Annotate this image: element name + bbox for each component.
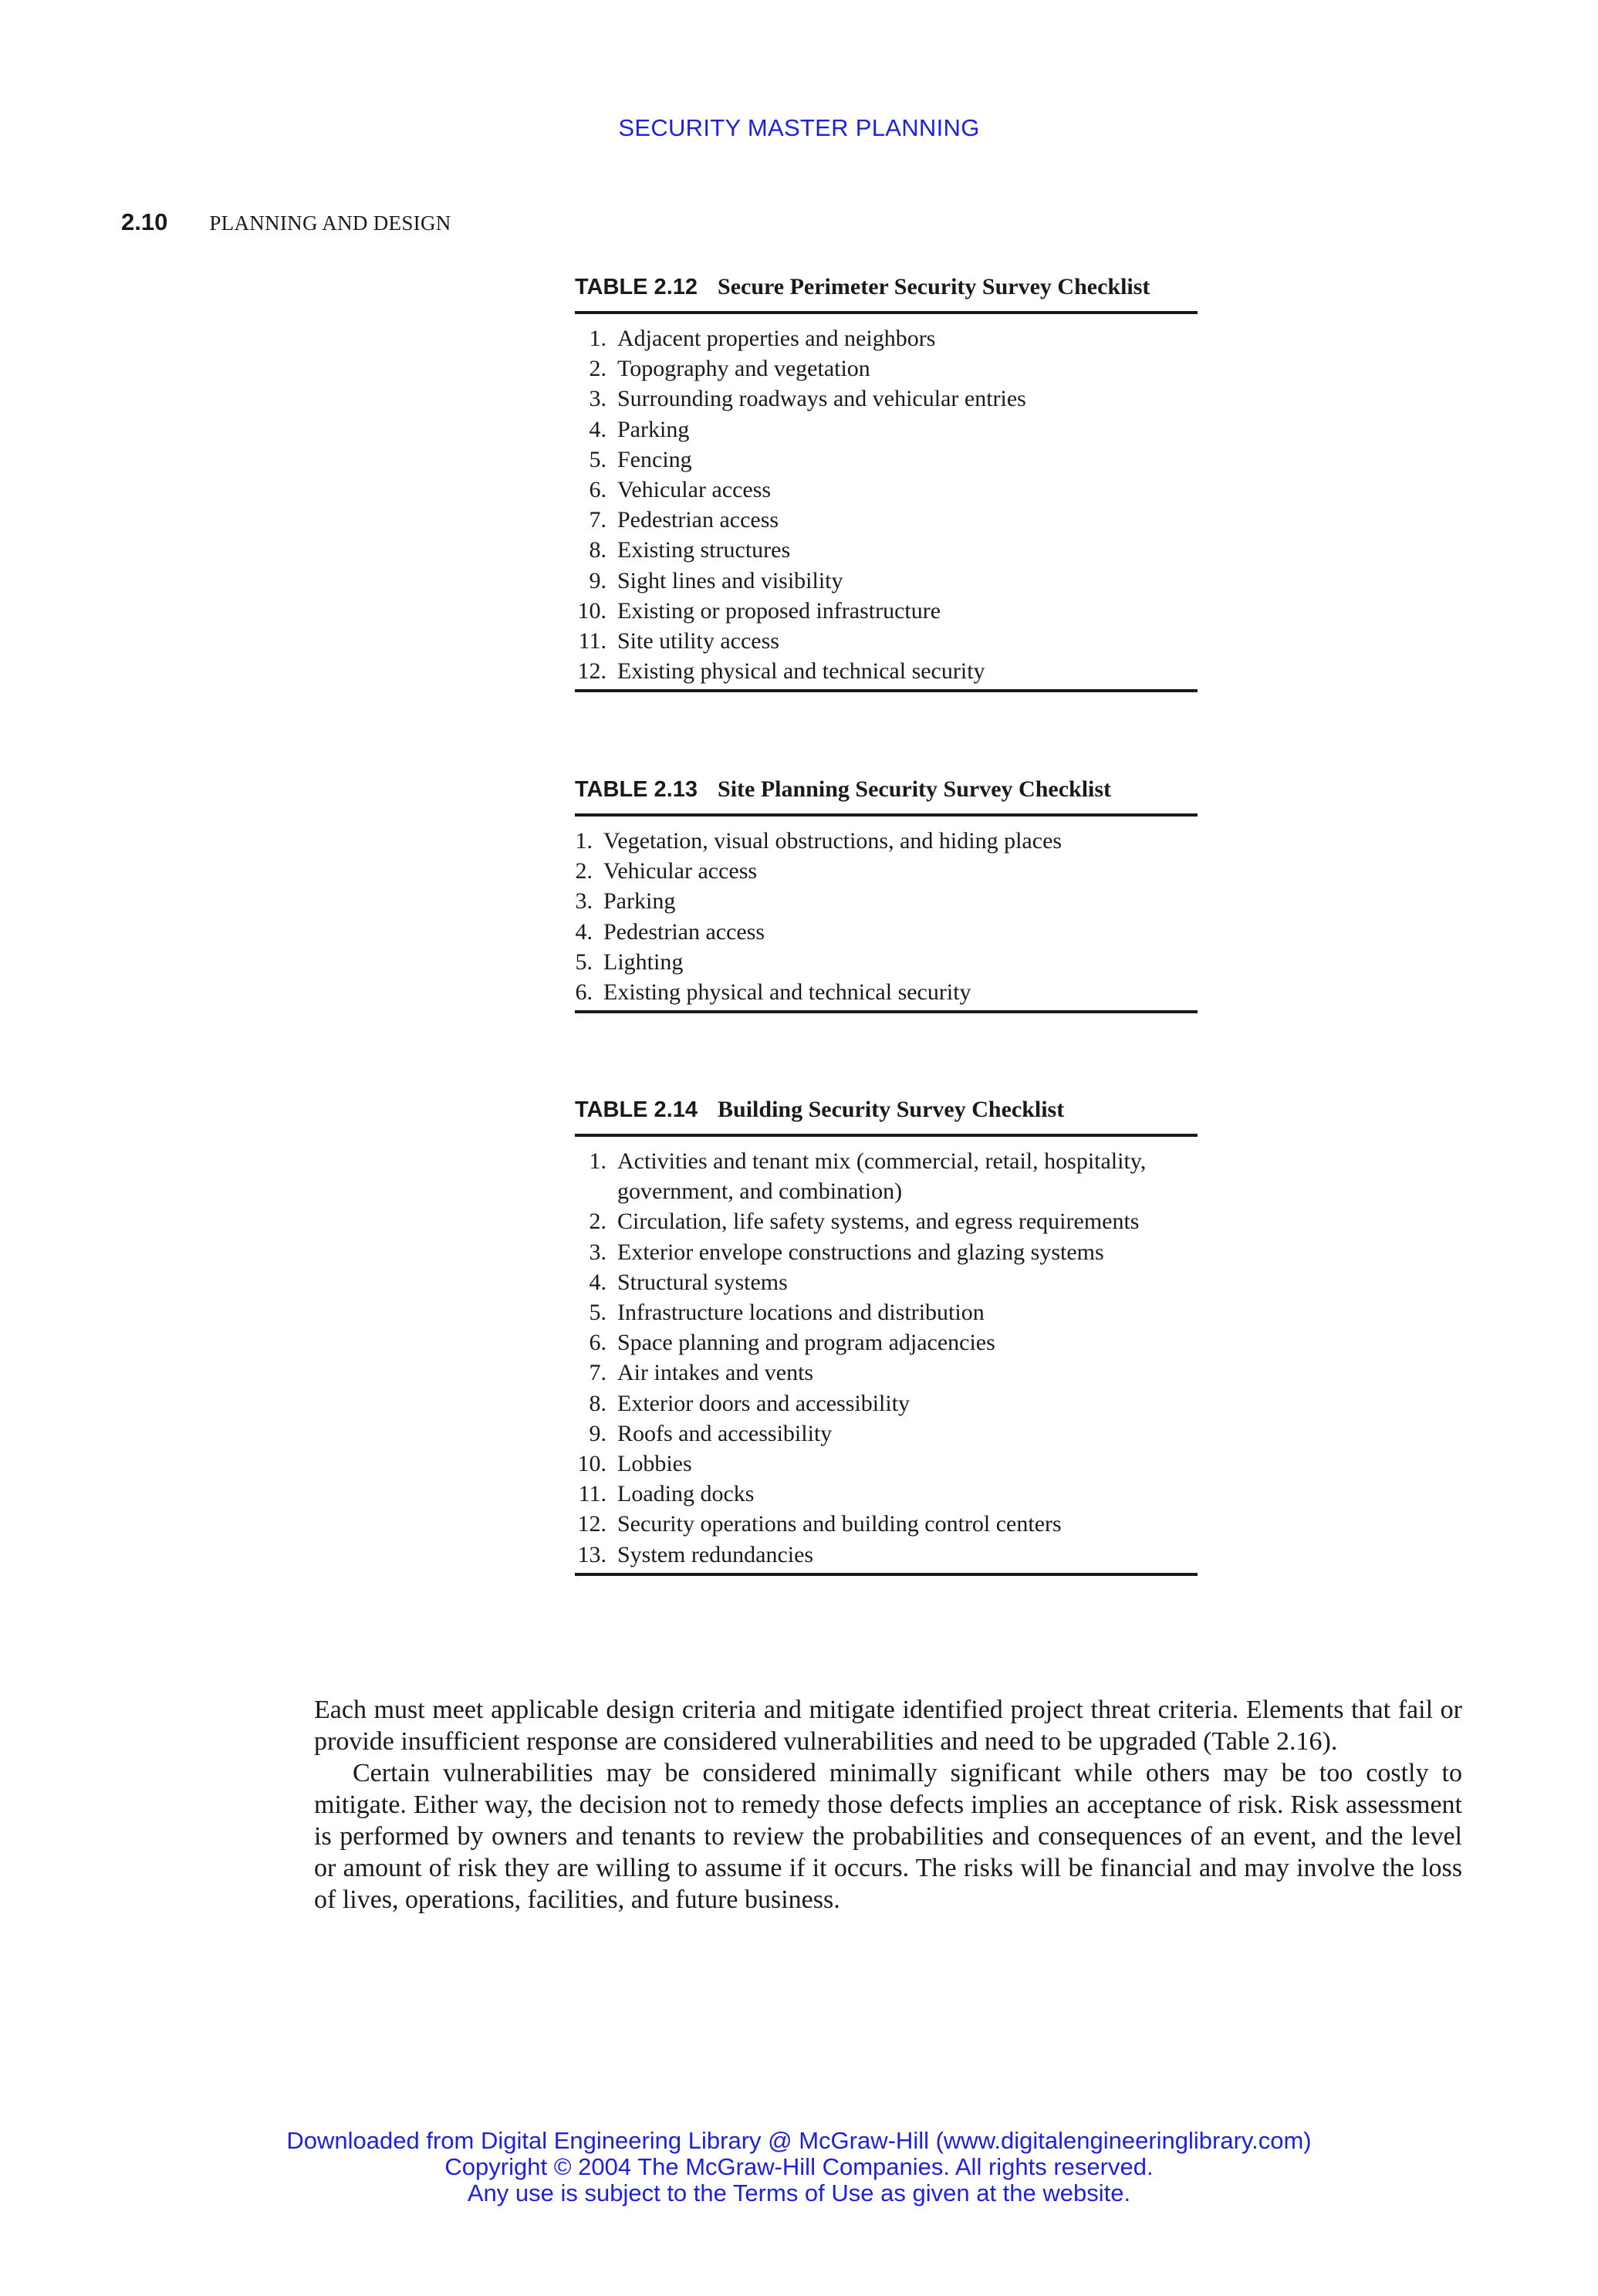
item-text: Site utility access (617, 628, 779, 654)
item-text: Parking (617, 416, 690, 442)
item-text: Topography and vegetation (617, 356, 870, 382)
table-2-12 (575, 274, 1198, 692)
list-item (575, 1419, 1198, 1449)
list-item (575, 1327, 1198, 1358)
table-label: TABLE 2.14 (575, 1097, 698, 1122)
list-item (575, 1509, 1198, 1539)
item-number: 7. (589, 507, 606, 533)
item-number: 1. (575, 828, 593, 854)
item-text: Air intakes and vents (617, 1360, 814, 1386)
item-text: Fencing (617, 446, 692, 472)
footer-copyright-line: Copyright © 2004 The McGraw-Hill Companies. All rights reserved. (444, 2153, 1154, 2180)
item-number: 1. (589, 1148, 606, 1174)
table-title: Secure Perimeter Security Survey Checklist (718, 274, 1150, 299)
checklist (575, 817, 1198, 1010)
list-item (575, 414, 1198, 445)
table-caption (575, 1097, 1198, 1134)
list-item (575, 1388, 1198, 1419)
list-item (575, 353, 1198, 384)
list-item (575, 917, 1198, 947)
list-item (575, 947, 1198, 977)
item-text: Parking (603, 888, 676, 915)
list-item (575, 977, 1198, 1007)
item-text: Infrastructure locations and distribution (617, 1300, 985, 1326)
item-text: Existing structures (617, 537, 791, 563)
item-text: Vehicular access (603, 858, 758, 884)
item-text: Surrounding roadways and vehicular entries (617, 386, 1026, 412)
footer-download-line: Downloaded from Digital Engineering Library @ McGraw-Hill (www.digitalengineeringlibrary.com) (286, 2127, 1312, 2154)
item-number: 9. (589, 567, 606, 593)
checklist (575, 314, 1198, 689)
item-text: Sight lines and visibility (617, 567, 843, 593)
item-text: Existing or proposed infrastructure (617, 597, 941, 624)
list-item (575, 445, 1198, 475)
item-text: Existing physical and technical security (603, 979, 971, 1006)
item-text-continuation: government, and combination) (617, 1178, 903, 1205)
checklist (575, 1137, 1198, 1573)
list-item (575, 384, 1198, 414)
list-item (575, 566, 1198, 596)
item-text: Structural systems (617, 1269, 788, 1295)
item-number: 5. (589, 1300, 606, 1326)
list-item (575, 505, 1198, 535)
item-text: Adjacent properties and neighbors (617, 326, 936, 351)
list-item (575, 1267, 1198, 1297)
item-number: 2. (589, 356, 606, 382)
list-item (575, 1206, 1198, 1236)
item-number: 4. (575, 918, 593, 945)
item-number: 4. (589, 1269, 606, 1295)
section-name: PLANNING AND DESIGN (209, 211, 451, 235)
list-item (575, 826, 1198, 856)
item-text: Lobbies (617, 1451, 692, 1477)
footer-terms-line: Any use is subject to the Terms of Use as given at the website. (467, 2179, 1131, 2206)
list-item (575, 1297, 1198, 1327)
item-number: 11. (578, 1481, 606, 1507)
table-2-14 (575, 1097, 1198, 1576)
list-item (575, 535, 1198, 565)
table-caption (575, 776, 1198, 813)
list-item (575, 596, 1198, 626)
item-text: Loading docks (617, 1481, 755, 1507)
list-item (575, 626, 1198, 656)
item-text: Security operations and building control centers (617, 1511, 1062, 1537)
item-number: 12. (577, 1511, 606, 1537)
item-number: 3. (589, 386, 606, 412)
item-number: 2. (589, 1209, 606, 1235)
item-number: 8. (589, 1390, 606, 1416)
item-number: 12. (577, 658, 606, 685)
item-number: 10. (577, 1451, 606, 1477)
table-label: TABLE 2.12 (575, 275, 698, 299)
table-label: TABLE 2.13 (575, 777, 698, 802)
item-number: 6. (589, 1330, 606, 1356)
item-text: Existing physical and technical security (617, 658, 985, 685)
item-number: 2. (575, 858, 593, 884)
item-text: Pedestrian access (603, 918, 765, 945)
table-title: Building Security Survey Checklist (718, 1097, 1065, 1122)
table-title: Site Planning Security Survey Checklist (718, 776, 1112, 802)
item-text: Circulation, life safety systems, and egress requirements (617, 1209, 1140, 1235)
item-number: 13. (577, 1541, 606, 1567)
item-number: 5. (575, 948, 593, 975)
item-number: 11. (578, 628, 606, 654)
body-paragraph-2: Certain vulnerabilities may be considered minimally significant while others may be too costly to mitigate. Either way, the decision not to remedy those defects implies an acceptance of risk. Risk assessment is performed by owners and tenants to review the probabilities and consequences of an event, and the level or amount of risk they are willing to assume if it occurs. The risks will be financial and may involve the loss of lives, operations, facilities, and future business. (314, 1759, 1462, 1914)
list-item (575, 886, 1198, 916)
item-number: 3. (589, 1239, 606, 1265)
item-number: 1. (589, 326, 606, 351)
item-number: 5. (589, 446, 606, 472)
item-text: Roofs and accessibility (617, 1420, 833, 1446)
list-item (575, 1146, 1198, 1206)
list-item (575, 1479, 1198, 1509)
list-item (575, 1358, 1198, 1388)
page-header (121, 208, 451, 236)
table-bottom-rule (575, 1010, 1198, 1013)
item-number: 6. (589, 477, 606, 503)
item-number: 4. (589, 416, 606, 442)
body-text (314, 1694, 1462, 1916)
table-caption (575, 274, 1198, 311)
item-number: 10. (577, 597, 606, 624)
item-text: Vehicular access (617, 477, 772, 503)
item-text (617, 1146, 1146, 1206)
item-text: Exterior doors and accessibility (617, 1390, 910, 1416)
item-number: 9. (589, 1420, 606, 1446)
list-item (575, 856, 1198, 886)
item-number: 8. (589, 537, 606, 563)
list-item (575, 323, 1198, 353)
item-text: Pedestrian access (617, 507, 779, 533)
item-text: System redundancies (617, 1541, 814, 1567)
item-text: Exterior envelope constructions and glazing systems (617, 1239, 1104, 1265)
item-number: 7. (589, 1360, 606, 1386)
item-text-line: Activities and tenant mix (commercial, retail, hospitality, (617, 1148, 1147, 1174)
item-number: 3. (575, 888, 593, 915)
list-item (575, 656, 1198, 686)
item-text: Lighting (603, 948, 684, 975)
page-number: 2.10 (121, 208, 168, 235)
item-number: 6. (575, 979, 593, 1006)
running-head: SECURITY MASTER PLANNING (618, 114, 980, 141)
table-2-13 (575, 776, 1198, 1013)
item-text: Space planning and program adjacencies (617, 1330, 995, 1356)
table-bottom-rule (575, 1573, 1198, 1576)
list-item (575, 1237, 1198, 1267)
list-item (575, 475, 1198, 505)
list-item (575, 1449, 1198, 1479)
body-paragraph-1: Each must meet applicable design criteria and mitigate identified project threat criteria. Elements that fail or provide insufficient response are considered vulnerabilities and need to be upgraded (Table 2.16). (314, 1696, 1462, 1756)
download-footer (0, 2128, 1598, 2206)
table-bottom-rule (575, 689, 1198, 692)
list-item (575, 1540, 1198, 1570)
item-text: Vegetation, visual obstructions, and hiding places (603, 828, 1063, 854)
